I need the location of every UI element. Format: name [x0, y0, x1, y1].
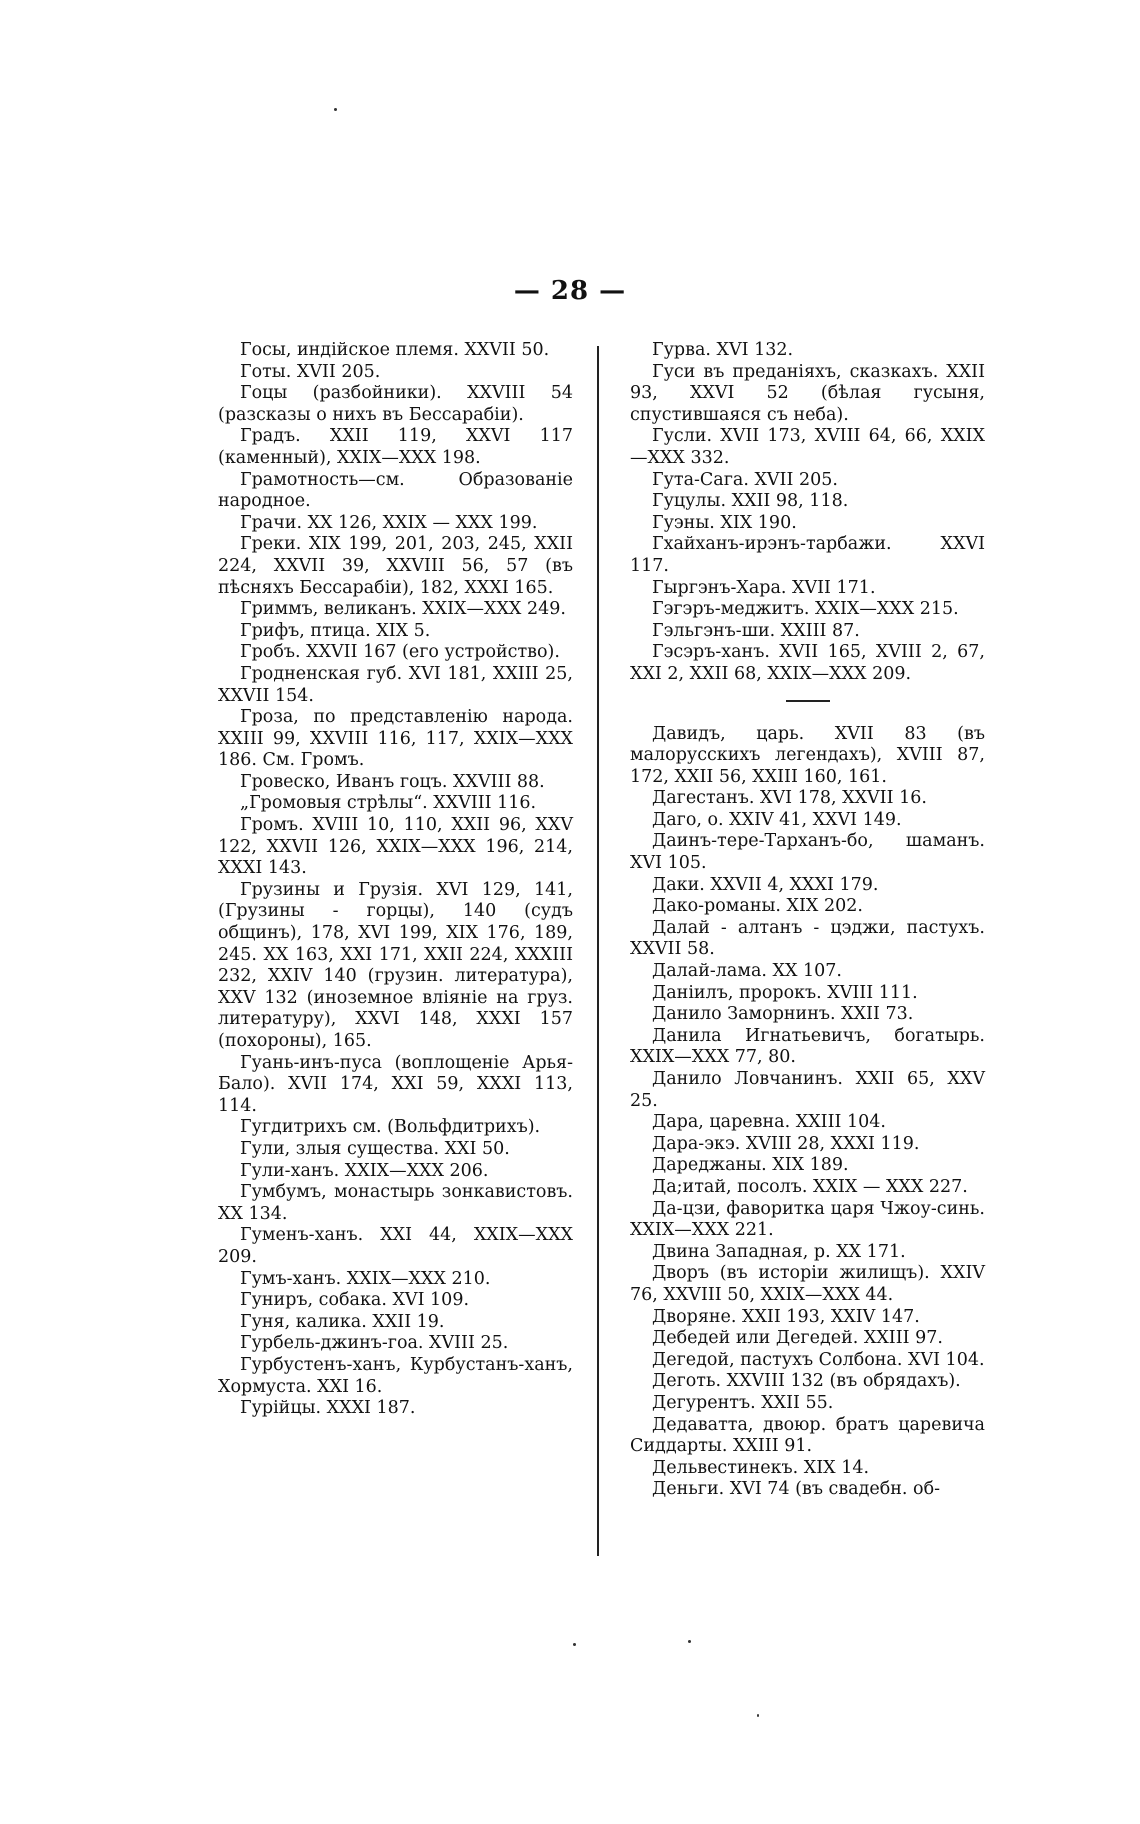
index-entry: Гуниръ, собака. XVI 109.	[240, 1290, 470, 1311]
index-entry: Двина Западная, р. XX 171.	[652, 1241, 906, 1262]
index-entry: Даго, о. XXIV 41, XXVI 149.	[652, 809, 902, 830]
index-entry: Градъ. XXII 119, XXVI 117 (каменный), XXIX—XXX 198.	[218, 426, 573, 468]
column-divider	[597, 346, 599, 1556]
index-entry: Дегурентъ. XXII 55.	[652, 1392, 834, 1413]
index-entry: Гули-ханъ. XXIX—XXX 206.	[240, 1160, 489, 1181]
index-entry: Дедаватта, двоюр. братъ царевича Сиддарты. XXIII 91.	[630, 1414, 985, 1457]
index-entry: Гэсэръ-ханъ. XVII 165, XVIII 2, 67, XXI 2, XXII 68, XXIX—XXX 209.	[630, 642, 985, 684]
index-entry: Даинъ-тере-Тарханъ-бо, шаманъ. XVI 105.	[630, 831, 985, 874]
index-entry: Гыргэнъ-Хара. XVII 171.	[652, 577, 876, 598]
index-entry: Гусли. XVII 173, XVIII 64, 66, XXIX—XXX 332.	[630, 426, 985, 468]
index-entry: Гриммъ, великанъ. XXIX—XXX 249.	[240, 599, 566, 620]
index-entry: Данило Ловчанинъ. XXII 65, XXV 25.	[630, 1069, 985, 1111]
index-entry: Деготь. XXVIII 132 (въ обрядахъ).	[652, 1371, 961, 1392]
index-entry: Гроза, по представленію народа. XXIII 99, XXVIII 116, 117, XXIX—XXX 186. См. Громъ.	[218, 707, 573, 771]
index-entry: Гурбустенъ-ханъ, Курбустанъ-ханъ, Хормуста. XXI 16.	[218, 1354, 573, 1397]
scan-speck	[334, 108, 337, 111]
index-entry: Данило Заморнинъ. XXII 73.	[652, 1004, 914, 1025]
index-entry: Дара, царевна. XXIII 104.	[652, 1112, 886, 1133]
index-entry: Гурійцы. XXXI 187.	[240, 1398, 416, 1419]
index-entry: Дельвестинекъ. XIX 14.	[652, 1457, 870, 1478]
index-entry: Гули, злыя существа. XXI 50.	[240, 1138, 510, 1159]
scan-speck	[688, 1640, 691, 1643]
index-entry: Громъ. XVIII 10, 110, XXII 96, XXV 122, XXVII 126, XXIX—XXX 196, 214, XXXI 143.	[218, 815, 573, 879]
index-entry: Грузины и Грузія. XVI 129, 141, (Грузины - горцы), 140 (судъ общинъ), 178, XVI 199, XIX 176, 189, 245. XX 163, XXI 171, XXII 224, XXXIII 232, XXIV 140 (грузин. литература), XXV 132 (иноземное вліяніе на груз. литературу), XXVI 148, XXXI 157 (похороны), 165.	[218, 879, 573, 1051]
index-entry: Гродненская губ. XVI 181, XXIII 25, XXVII 154.	[218, 663, 573, 706]
index-entry: Гуэны. XIX 190.	[652, 512, 797, 533]
index-entry: Гуменъ-ханъ. XXI 44, XXIX—XXX 209.	[218, 1225, 573, 1267]
index-column-right	[630, 340, 985, 1501]
index-entry: Дареджаны. XIX 189.	[652, 1155, 849, 1176]
right-column-part-d	[630, 724, 985, 1501]
index-entry: Гугдитрихъ см. (Вольфдитрихъ).	[240, 1117, 541, 1138]
index-entry: Гуси въ преданіяхъ, сказкахъ. XXII 93, XXVI 52 (бѣлая гусыня, спустившаяся съ неба).	[630, 361, 985, 425]
right-column-part-g	[630, 340, 985, 686]
index-entry: Грамотность—см. Образованіе народное.	[218, 469, 573, 512]
index-entry: Грачи. XX 126, XXIX — XXX 199.	[240, 512, 538, 533]
index-entry: Деньги. XVI 74 (въ свадебн. об-	[652, 1479, 941, 1500]
index-entry: Дегедой, пастухъ Солбона. XVI 104.	[652, 1349, 985, 1370]
index-entry: Да;итай, посолъ. XXIX — XXX 227.	[652, 1176, 968, 1197]
index-entry: Гровеско, Иванъ гоцъ. XXVIII 88.	[240, 771, 545, 792]
index-entry: Дара-экэ. XVIII 28, XXXI 119.	[652, 1133, 920, 1154]
index-entry: Гута-Сага. XVII 205.	[652, 469, 838, 490]
index-entry: Да-цзи, фаворитка царя Чжоу-синь. XXIX—XXX 221.	[630, 1198, 985, 1241]
index-entry: Дворяне. XXII 193, XXIV 147.	[652, 1306, 920, 1327]
index-entry: Даніилъ, пророкъ. XVIII 111.	[652, 982, 918, 1003]
index-entry: Гоцы (разбойники). XXVIII 54 (разсказы о нихъ въ Бессарабіи).	[218, 383, 573, 425]
index-entry: Гэгэръ-меджитъ. XXIX—XXX 215.	[652, 599, 959, 620]
index-entry: Дворъ (въ исторіи жилищъ). XXIV 76, XXVIII 50, XXIX—XXX 44.	[630, 1263, 985, 1305]
index-entry: Греки. XIX 199, 201, 203, 245, XXII 224, XXVII 39, XXVIII 56, 57 (въ пѣсняхъ Бессарабіи), 182, XXXI 165.	[218, 534, 573, 598]
scan-speck	[757, 1714, 759, 1717]
index-entry: Даки. XXVII 4, XXXI 179.	[652, 874, 879, 895]
index-entry: Госы, индійское племя. XXVII 50.	[240, 340, 550, 360]
index-entry: Далай - алтанъ - цэджи, пастухъ. XXVII 58.	[630, 917, 985, 960]
index-entry: Дако-романы. XIX 202.	[652, 896, 863, 917]
index-entry: Гхайханъ-ирэнъ-тарбажи. XXVI 117.	[630, 534, 985, 576]
index-entry: Гумъ-ханъ. XXIX—XXX 210.	[240, 1268, 491, 1289]
index-entry: Грифъ, птица. XIX 5.	[240, 620, 431, 641]
letter-section-separator	[786, 700, 830, 702]
index-entry: Гумбумъ, монастырь зонкавистовъ. XX 134.	[218, 1182, 573, 1224]
index-entry: Гэльгэнъ-ши. XXIII 87.	[652, 620, 860, 641]
index-entry: Гробъ. XXVII 167 (его устройство).	[240, 642, 560, 663]
index-entry: Гурва. XVI 132.	[652, 340, 794, 360]
page-number: — 28 —	[513, 276, 627, 306]
index-entry: Гуань-инъ-пуса (воплощеніе Арья-Бало). XVII 174, XXI 59, XXXI 113, 114.	[218, 1052, 573, 1116]
index-entry: Гуцулы. XXII 98, 118.	[652, 491, 849, 512]
index-entry: Давидъ, царь. XVII 83 (въ малорусскихъ легендахъ), XVIII 87, 172, XXII 56, XXIII 160, 161.	[630, 723, 985, 787]
index-entry: Данила Игнатьевичъ, богатырь. XXIX—XXX 77, 80.	[630, 1025, 985, 1068]
index-entry: Гуня, калика. XXII 19.	[240, 1311, 445, 1332]
index-column-left	[218, 340, 573, 1420]
index-entry: Далай-лама. XX 107.	[652, 961, 842, 982]
index-entry: „Громовыя стрѣлы“. XXVIII 116.	[240, 793, 537, 814]
index-entry: Готы. XVII 205.	[240, 361, 381, 382]
scan-speck	[573, 1643, 576, 1646]
index-entry: Дагестанъ. XVI 178, XXVII 16.	[652, 788, 927, 809]
index-entry: Гурбель-джинъ-гоа. XVIII 25.	[240, 1333, 509, 1354]
index-entry: Дебедей или Дегедей. XXIII 97.	[652, 1328, 943, 1349]
